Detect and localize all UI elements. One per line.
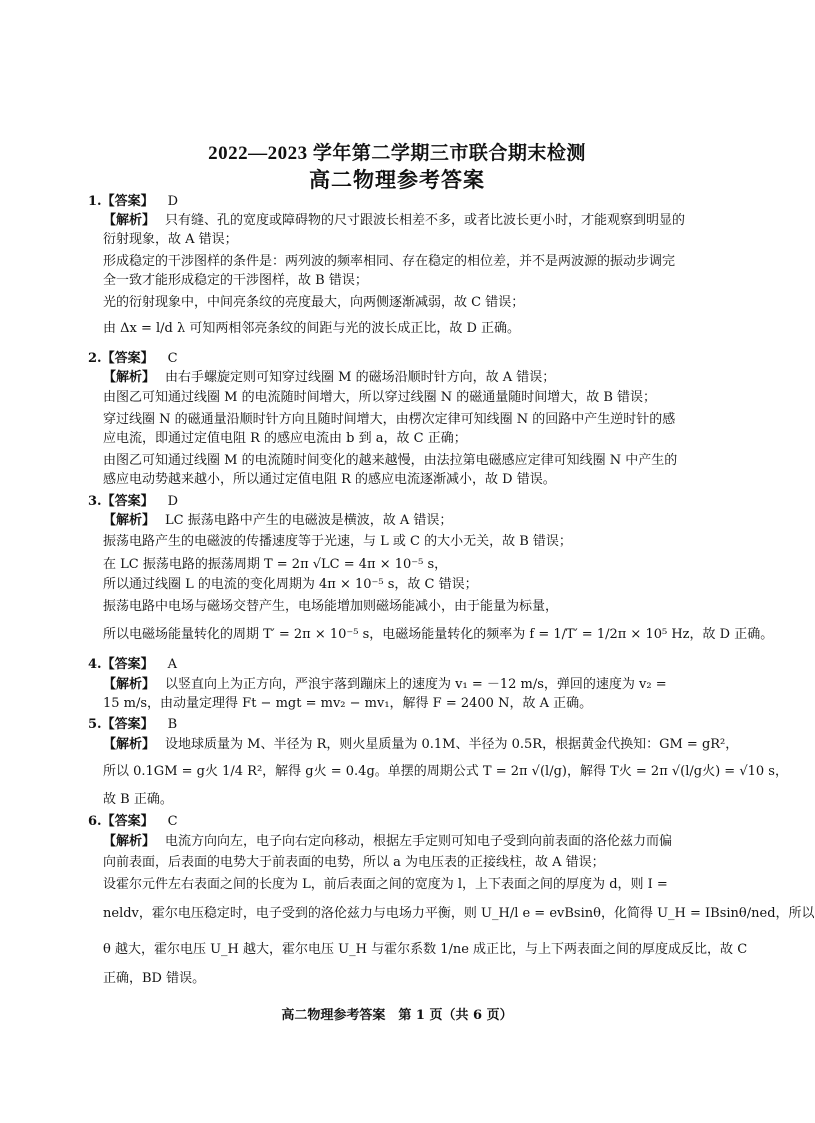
text-line: 全一致才能形成稳定的干涉图样，故 B 错误； <box>103 273 368 288</box>
text-line: 衍射现象，故 A 错误； <box>103 232 238 247</box>
explanation-line: 【解析】 只有缝、孔的宽度或障碍物的尺寸跟波长相差不多，或者比波长更小时，才能观察到明显的 <box>103 213 686 228</box>
answer-label: 【答案】 <box>101 194 154 209</box>
explanation-label: 【解析】 <box>103 370 156 385</box>
text-line: 由图乙可知通过线圈 M 的电流随时间增大，所以穿过线圈 N 的磁通量随时间增大，故 B 错误； <box>103 390 657 405</box>
text-line: neldv，霍尔电压稳定时，电子受到的洛伦兹力与电场力平衡，则 U_H/l e = evBsinθ，化简得 U_H = IBsinθ/ned，所以 <box>103 906 815 921</box>
text-line: 由图乙可知通过线圈 M 的电流随时间变化的越来越慢，由法拉第电磁感应定律可知线圈 N 中产生的 <box>103 453 678 468</box>
text-line: 穿过线圈 N 的磁通量沿顺时针方向且随时间增大，由楞次定律可知线圈 N 的回路中产生逆时针的感 <box>103 412 676 427</box>
explanation-label: 【解析】 <box>103 513 156 528</box>
text-line: 所以通过线圈 L 的电流的变化周期为 4π × 10⁻⁵ s，故 C 错误； <box>103 577 478 592</box>
page-footer: 高二物理参考答案 第 1 页（共 6 页） <box>281 1008 513 1023</box>
question-number: 3. <box>88 494 102 509</box>
question-number: 6. <box>88 814 102 829</box>
explanation-line: 【解析】 设地球质量为 M、半径为 R，则火星质量为 0.1M、半径为 0.5R，根据黄金代换知：GM = gR²， <box>103 737 739 752</box>
explanation-line: 【解析】 LC 振荡电路中产生的电磁波是横波，故 A 错误； <box>103 513 453 528</box>
answer-value: C <box>167 814 178 829</box>
explanation-line: 【解析】 由右手螺旋定则可知穿过线圈 M 的磁场沿顺时针方向，故 A 错误； <box>103 370 556 385</box>
answer-line <box>88 656 694 673</box>
explanation-label: 【解析】 <box>103 213 156 228</box>
text-line: 所以 0.1GM = g火 1/4 R²，解得 g火 = 0.4g。单摆的周期公式 T = 2π √(l/g)，解得 T火 = 2π √(l/g火) = √10 s， <box>103 764 788 779</box>
answer-line <box>88 350 694 367</box>
answer-value: D <box>167 494 179 509</box>
text-line: 感应电动势越来越小，所以通过定值电阻 R 的感应电流逐渐减小，故 D 错误。 <box>103 472 556 487</box>
text-line: 应电流，即通过定值电阻 R 的感应电流由 b 到 a，故 C 正确； <box>103 431 467 446</box>
text-line: 向前表面，后表面的电势大于前表面的电势，所以 a 为电压表的正接线柱，故 A 错误； <box>103 855 605 870</box>
answer-line <box>88 493 694 510</box>
text-line: 振荡电路中电场与磁场交替产生，电场能增加则磁场能减小，由于能量为标量， <box>103 599 559 614</box>
question-number: 4. <box>88 657 102 672</box>
explanation-line: 【解析】 以竖直向上为正方向，严浪宇落到蹦床上的速度为 v₁ = －12 m/s，弹回的速度为 v₂ = <box>103 677 667 692</box>
answer-value: B <box>167 717 178 732</box>
answer-line <box>88 813 694 830</box>
text-line: 故 B 正确。 <box>103 792 173 807</box>
explanation-line: 【解析】 电流方向向左，电子向右定向移动，根据左手定则可知电子受到向前表面的洛伦兹力而偏 <box>103 834 673 849</box>
answer-label: 【答案】 <box>101 657 154 672</box>
text-line: 光的衍射现象中，中间亮条纹的亮度最大，向两侧逐渐减弱，故 C 错误； <box>103 295 525 310</box>
explanation-label: 【解析】 <box>103 737 156 752</box>
text-line: 正确，BD 错误。 <box>103 971 206 986</box>
answer-label: 【答案】 <box>101 814 154 829</box>
text-line: 由 Δx = l/d λ 可知两相邻亮条纹的间距与光的波长成正比，故 D 正确。 <box>103 321 521 336</box>
text-line: 15 m/s，由动量定理得 Ft − mgt = mv₂ − mv₁，解得 F = 2400 N，故 A 正确。 <box>103 696 593 711</box>
text-line: θ 越大，霍尔电压 U_H 越大，霍尔电压 U_H 与霍尔系数 1/ne 成正比，与上下两表面之间的厚度成反比，故 C <box>103 942 748 957</box>
text-line: 振荡电路产生的电磁波的传播速度等于光速，与 L 或 C 的大小无关，故 B 错误； <box>103 534 572 549</box>
text-line: 所以电磁场能量转化的周期 T′ = 2π × 10⁻⁵ s，电磁场能量转化的频率为 f = 1/T′ = 1/2π × 10⁵ Hz，故 D 正确。 <box>103 627 774 642</box>
answer-label: 【答案】 <box>101 494 154 509</box>
page-title: 高二物理参考答案 <box>309 168 485 192</box>
question-number: 5. <box>88 717 102 732</box>
text-line: 形成稳定的干涉图样的条件是：两列波的频率相同、存在稳定的相位差，并不是两波源的振动步调完 <box>103 254 676 269</box>
answer-label: 【答案】 <box>101 717 154 732</box>
answer-line <box>88 716 694 733</box>
question-number: 1. <box>88 194 102 209</box>
answer-label: 【答案】 <box>101 351 154 366</box>
answer-value: A <box>167 657 177 672</box>
answer-value: D <box>167 194 179 209</box>
exam-title: 2022—2023 学年第二学期三市联合期末检测 <box>208 143 586 164</box>
answer-value: C <box>167 351 178 366</box>
question-number: 2. <box>88 351 102 366</box>
explanation-label: 【解析】 <box>103 677 156 692</box>
answer-line <box>88 193 694 210</box>
explanation-label: 【解析】 <box>103 834 156 849</box>
text-line: 在 LC 振荡电路的振荡周期 T = 2π √LC = 4π × 10⁻⁵ s， <box>103 557 448 572</box>
text-line: 设霍尔元件左右表面之间的长度为 L，前后表面之间的宽度为 l，上下表面之间的厚度为 d，则 I = <box>103 877 668 892</box>
